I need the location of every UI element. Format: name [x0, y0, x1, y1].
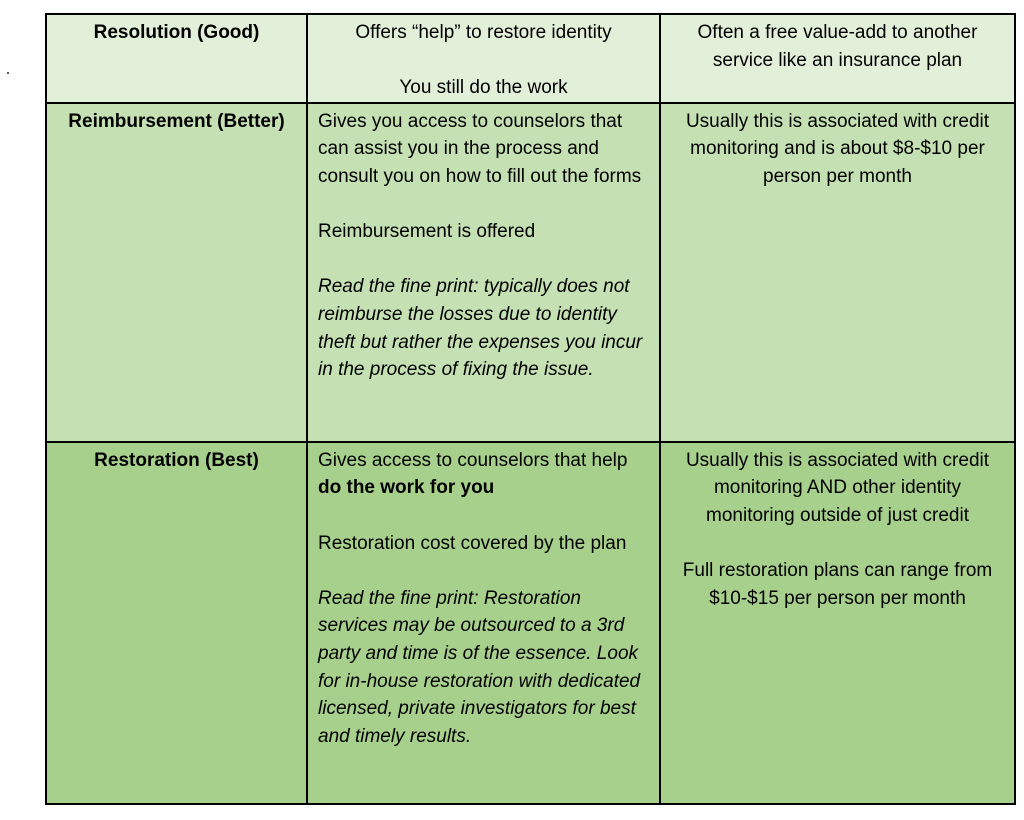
- fine-print-paragraph: Read the fine print: typically does not reimburse the losses due to identity theft but rather the expenses you incur in the process of fixing the issue.: [318, 276, 643, 381]
- details-paragraph: Restoration cost covered by the plan: [318, 532, 627, 554]
- cost-cell-resolution: [660, 14, 1015, 103]
- table-row-restoration: [46, 442, 1015, 804]
- paragraph-gap: [318, 47, 649, 75]
- details-cell-restoration: [307, 442, 660, 804]
- cost-text: Often a free value-add to another service like an insurance plan: [697, 22, 978, 71]
- details-text: Gives access to counselors that help: [318, 449, 628, 471]
- table-row-reimbursement: [46, 103, 1015, 442]
- fine-print-paragraph: Read the fine print: Restoration services may be outsourced to a 3rd party and time is of the essence. Look for in-house restoration with dedicated licensed, private investigators for best and timely results.: [318, 587, 641, 747]
- tier-cell-restoration: [46, 442, 307, 804]
- stray-dot: [7, 72, 9, 74]
- tier-cell-reimbursement: [46, 103, 307, 442]
- tier-cell-resolution: [46, 14, 307, 103]
- details-paragraph: [318, 447, 649, 502]
- table-row-resolution: [46, 14, 1015, 103]
- details-paragraph: Reimbursement is offered: [318, 221, 536, 243]
- details-paragraph: Gives you access to counselors that can assist you in the process and consult you on how to fill out the forms: [318, 110, 642, 187]
- cost-text: Usually this is associated with credit monitoring AND other identity monitoring outside of just credit: [685, 449, 990, 526]
- cost-text: Usually this is associated with credit monitoring and is about $8-$10 per person per month: [685, 110, 990, 187]
- paragraph-gap: [671, 530, 1004, 558]
- paragraph-gap: [318, 557, 649, 585]
- details-line: Offers “help” to restore identity: [355, 22, 612, 43]
- cost-text: Full restoration plans can range from $10-$15 per person per month: [682, 560, 993, 609]
- details-line: You still do the work: [399, 77, 568, 99]
- cost-cell-reimbursement: [660, 103, 1015, 442]
- details-cell-resolution: [307, 14, 660, 103]
- tier-label: Resolution (Good): [93, 22, 260, 43]
- paragraph-gap: [318, 246, 649, 274]
- paragraph-gap: [318, 191, 649, 219]
- details-cell-reimbursement: [307, 103, 660, 442]
- emphasis-text: do the work for you: [318, 477, 495, 499]
- tier-label: Reimbursement (Better): [68, 110, 285, 132]
- identity-protection-comparison-table: [45, 13, 1016, 805]
- tier-label: Restoration (Best): [94, 449, 259, 471]
- cost-cell-restoration: [660, 442, 1015, 804]
- paragraph-gap: [318, 502, 649, 530]
